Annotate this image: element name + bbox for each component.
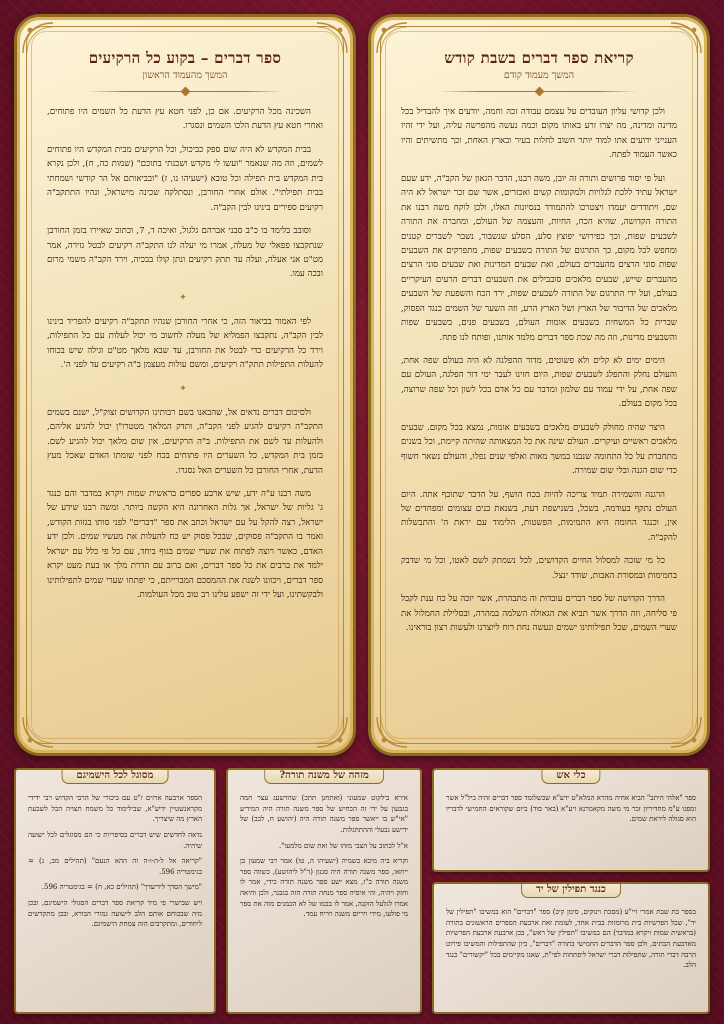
notes-column-right (432, 768, 710, 1014)
title-divider (86, 87, 285, 95)
paragraph-divider: ✦ (179, 292, 191, 303)
paragraph-divider: ✦ (179, 383, 191, 394)
bottom-notes-row (14, 768, 710, 1014)
note-box-title: כנגד תפילין של יד (521, 883, 621, 898)
panel-body-text (401, 105, 677, 635)
paragraph: וסובב בלימד בו כ"ב סבני אברהם גלגול, ואיכה ד, 7, וכתוב שאיירו בזמן החורבן שנתקבצו פפאלי של מעלה, אמרו מי יעלה לנו התקב"ה רקיעים לבטל גזירה, אמר מט"ט אני אעלה, ועלה עד תתק רקיעים ונתן קולו בבכיה, וירד הקב"ה משמי מרום ובכה עמו. (47, 226, 323, 280)
note-box-mesugal (14, 768, 216, 1014)
panel-title: ספר דברים – בקוע כל הרקיעים (88, 49, 282, 67)
paragraph: נדאה לחדשים שיש דברים בסיפריות כי הם מסוגלים לכל ישועה שיהיה. (28, 830, 202, 850)
note-box-kli-esh (432, 768, 710, 872)
panel-inner-frame (26, 26, 344, 744)
panel-subtitle: המשך מעמוד קודם (503, 70, 575, 81)
panel-title: קריאת ספר דברים בשבת קודש (444, 49, 634, 67)
paragraph: ועל פי יסוד פרושים ותורה זה יובן, משה רבנו, הדבר הגאון של הקב"ה, ידע שעם ישראל עתיד ללכת לגלויות ולמקומות קשים ואכזרים, אשר שם זכר ישראל לא היה שם, ויתודדים יעמדו ויצטרכו להתמודד בנסיונות האלו, ולכן לוקח משה רבנו את התורה הקדושה, שהיא הכח, החיות, והעצמה של העולם, ומחברה את התורה לשבעים שפות, וכך כפירושי יפוצץ סלע, הסלע שנשבור, נשבר לשברים קטנים ומחפש לכל מקום, כך התרגום של התורה בשבעים שפות, מתפרקים את השבעים שפות סוני הרצים מהעברים בעולם, ואת שבעים המדינות ואת שבעים סוני הרצים מהעברים שייש, שבעים מלאכים סובבילים את השבעים דברים הרעים העיקריים בעולם, ועל ידי התרגום של התורה לשבעים שפות, ירד הכח והשפעת של השבעים מלאכים של הדיבור של הארץ ושל הארץ הרע, וזה השער של השמים כנגד הפסוק, שברית כל המשחית בשבעים אומות העולם, בשבעים פנים, בשבעים שפות והשבעים מדינות, וזה מה שכת ספר דברים מלמד אותנו, ופותח לנו פתח. (401, 173, 677, 343)
paragraph: הדרך הקדושה של ספר דברים עובדות וה מתבהרת, אשר יזכה על כח ענת לקבל פי סליחה, וזה הדרך אשר תביא את הגאולה השלמה במהרה, ובסלילת החמלול את שערי השמים, שכל תפילותינו ישמים ונעשה נחת רוח ליוצרנו ולעשות רצון בוראינו. (401, 594, 677, 633)
paragraph: א"ל לכתוב על הצבי מזהו של ואת שום מלמעו". (278, 841, 408, 850)
paragraph: וקריא ביה מיכא בשמיה (ישעיהו ה, טו) אמר רבי שמעון בן ייחאו, ספר משנה תורה היה סגנון (ר"ל ליהושע), כשווה ספר משנה תורה כ"ז, מצא ישע ספר משנה תורה כידי, אמר לו וחזק ויהיה, והי איסיה ספר מנחה תורה הזה בגבנר, ולכן והיאה אמרו לגלעל הזקנה, אמר לו בכמו של לא הכמנים מזה את ספר מי פולעו, מידי ויריום משנה ויריח עמד. (240, 857, 408, 919)
paragraph: אירא בילקוט שמעוני (ואתחנן תתכ) שהדשעג עצר חמה בגבעון על ידי זה הכחיש של ספר משנה תורה היה המידיע "אי"ש בו ייאשר ספר משנה תורה היה (יהושע ח, לבב) של ידישע גבעלי וההתתגלות. (240, 794, 408, 834)
panel-reading-sefer-devarim (368, 14, 710, 756)
panel-sefer-devarim-bikua (14, 14, 356, 756)
note-box-body (28, 793, 202, 930)
paragraph: ויש שבישרי פי מיד קריאת ספר דברים הסגולי הישמיגם, ובכן מיה שבכוחם אותם הלב לישועה גמורי הבורא, ובכן מתקדשים ליחודים, ומתקרבים הזה צמחת הישמיגם. (28, 899, 202, 929)
panel-body-text (47, 105, 323, 602)
paragraph: הימים ימים לא קלים ולא פשוטים, מדור ההפלגה לא היה בעולם שפה אחת, והעולם נחלק והתפלג לשבעים שפות, היום חזינו לעבר ימי דור הפלגה, העולם עם שפה אחת, על ידי עמוד עם שלמון ומדבר עם כל אדם בכל לשון וכל שפה שרוצה, בכל מקום בעולם. (401, 356, 677, 410)
note-box-mizeh-mishneh-torah (226, 768, 422, 1014)
paragraph: ולסיכום דברים נדאים אל, שהבאנו בשם רבותינו הקדושים זצוק"ל, ישנם בשמים התקב"ה רקיעים להגיע לפני הקב"ה, ותדק המלאך מטטרו"ן יכול להגיע אליהם, ולהעלות עד לשם את התפילות. ב"ה הרקיעים, אין שום מלאך יכול להגיע לשם. בזמן בית המקדש, כל השערים היו פתוחים בכח לפני שומתו האדם שאכל מעץ הדעת, אחרי החורבן כל השערים האל נסגרו. (47, 407, 323, 476)
panel-subtitle: המשך מהעמוד הראשון (142, 70, 228, 81)
note-box-title: כלי אש (541, 769, 600, 784)
main-panels-row (14, 14, 710, 756)
paragraph: משה רבנו ע"ה ידע, שיש ארבע ספרים בראשית שמות ויקרא במדבר והם כנגד ג' גליות של ישראל, אך גלות האחרונה היא הקשה ביותר. ומשה רבנו שידע של ישראל, רצה להקל על עם ישראל וכתב את ספר "דברים" לפני סותו בגזות הקודש, ואמר בו התקב"ה פסוקים, שבכל פסוק יש כח להעלות את מעשיו שמים. ולכן ידע האדם, כאשר רוצה לפתוח את שערי שמים בגוף ביחד, עם כל פי כלל עם ישראל ילמד את ברבים את כל ספר דברים, ואם ברוב עם הדרת מלך או בעת מעט יקרא ספר דברים, ויכוונו לשנת את ההמסכם המברייתם, כי יפתחו שערי שמים לתפילותינו ולבקשתינו, ועל ידי זה ישפע עלינו רב טוב מכל העולמות. (47, 488, 323, 601)
paragraph: הרגנה והשמירה תמיד צריכה להיות בכח הושף, על הדבר שתוכף אתה. היום העולם נתקף בעודמה, בשכל, בשנישפת דעת, בשנאת בנים עצומים ומפחדים של אין, וכנגד החומה היא התמימות, הפשטות, הלימוד עם יראת ה' והתבשלות להקב"ה. (401, 489, 677, 543)
notes-column-left (14, 768, 216, 1014)
paragraph: "קריאה אל ל-ה-ו-ה זה ההא הנעם" (תהילים מב, ג) = בגימטריה 596. (28, 857, 202, 876)
paragraph: לפי האמור בביאור הזה, כי אחרי החורבן שנהיו תתקב"ה רקיעים להפריד בינינו לבין הקב"ה, נתקבצו הפמליא של מעלה לחשוב מי יכול לעלות עם כל התפילות, וירד כל הרקיעים כדי לבטל את החורבן, עד שבא מלאך מט"ט וגילה שיש בכוחו להעלות התפילות תתק"ה רקיעים, ומשם עולות מעצמן ב"ה רקיעים עד לפני ה'. (47, 316, 323, 371)
note-box-body (446, 907, 696, 971)
paragraph: כל מי שזכה למסלול החיים הקדושים, לכל נשמתק לשם לאטו, וכל מי שדבק בחמימות ובמסורת האבות, שודד ינצל. (401, 556, 677, 581)
notes-column-middle (226, 768, 422, 1014)
paragraph: ספר "אלהי היתב" הביא אחיה מהרא המלא"ט ידע"א שכשלומד ספר דברים זהיה ביל"ל אשר ומפגו ע"מ מחדיריון זכר מי משה מקאמרנא זיע"א (באר סוד) ביום שקוראים החמישי לדבריו הוא סגולה ליראת שמים. (446, 794, 696, 824)
paragraph: ולכן קדושי עליון העובדים על עצמם עבודה זכה וחמה, יודעים איך להבדיל בכל מדינה ומדינה, מה יצרו זרע באותו מקום וכמה נעשה מהפרשה עליה, ועל ידי זהיו הענייני ידועים אתו למוד יותר חשוב לחלות בעיר ובארץ האחת, וכך מתשיתים והיו כאשר העמוד לפתח. (401, 107, 677, 161)
paragraph: השכינה מכל הרקיעים. אם כן, לפני חטא עץ הדעת כל השמים היו פתוחים, ואחרי חטא עץ הדעת הלכו השמים ונסגרו. (47, 107, 323, 132)
note-box-title: מסוגל לכל הישמיגם (62, 769, 169, 784)
note-box-kenaf-tefilin (432, 882, 710, 1014)
note-box-body (240, 793, 408, 920)
title-divider (440, 87, 639, 95)
paragraph: "מישך הסדך לידיעדך" (תהילים כא, ח) = בגימטריה 596. (41, 883, 202, 892)
note-box-body (446, 793, 696, 825)
paragraph: בספר בת שבת אמרי זיי"ע (מסכת וינוקים, סימן קיב) ספר "דברים" הוא במשיבו "תפילין של יד", שכל הפרשיות בית מרומזות בבית אחד, לעומת זאת ארבעת הספרים הראשונים בתורה (בראשית שמות ויקרא במדבר) הם במשיבו "תפילין של ראש", בכן ארבעת ארבעת הפרשיות מאדבעת הבתים, ולכן ספר הדברים החמישי בתורה "דברים", כיון שהתפילות והמשיבו פירוט הרבה דברי תורה, שתפילות דברי ישראל ליפתחות לפי"ת, שאנו מקיימים בכל "יקשורים" כנגד הלב. (446, 908, 696, 970)
paragraph: הספר ארבעה ארזים ז"ט עם ביכורי של הרבי הקדוש רבי ידידי מקראנשטיין ידיע"א, שבילימוד כל משמח תצויה הכל לשבעת הארץ מה שיצריך. (28, 794, 202, 824)
note-box-title: מזהה של משנה תורה? (264, 769, 384, 784)
paragraph: היצר שהיה מחולק לשבעים מלאכים בשבעים אומות, נמצא בכל מקום. שבעים מלאכים ראשיים ועיקרים. העולם שינה את כל המצאותה שהיתה קיימת, וכל בשנים מתחברת על כל התחומה שנבנו במשך מאות ואלפי שנים נפלו, והעולם נשאר חשוף כדי שום הגנה ובלי שום שמירה. (401, 422, 677, 477)
paragraph: בבית המקדש לא היה שום ספק כביכול, וכל הרקיעים מבית המקדש היו פתוחים לשמים, וזה מה שנאמר "ועשו לי מקדש ושכנתי בתוכם" (שמות כה, ח), ולכן נקרא בית המקדש בית תפילה וכל טובא (ישעיהו נו, ז) "ובביאותם אל הר קודשי ושמחתי בבית תפילתי". אולם אחרי החורבן, ונסתלקה שכינה מישראל, ונהיו התתקב"ה רקיעים ספירים ביניגו לבין הקב"ה. (47, 144, 323, 213)
panel-inner-frame (380, 26, 698, 744)
